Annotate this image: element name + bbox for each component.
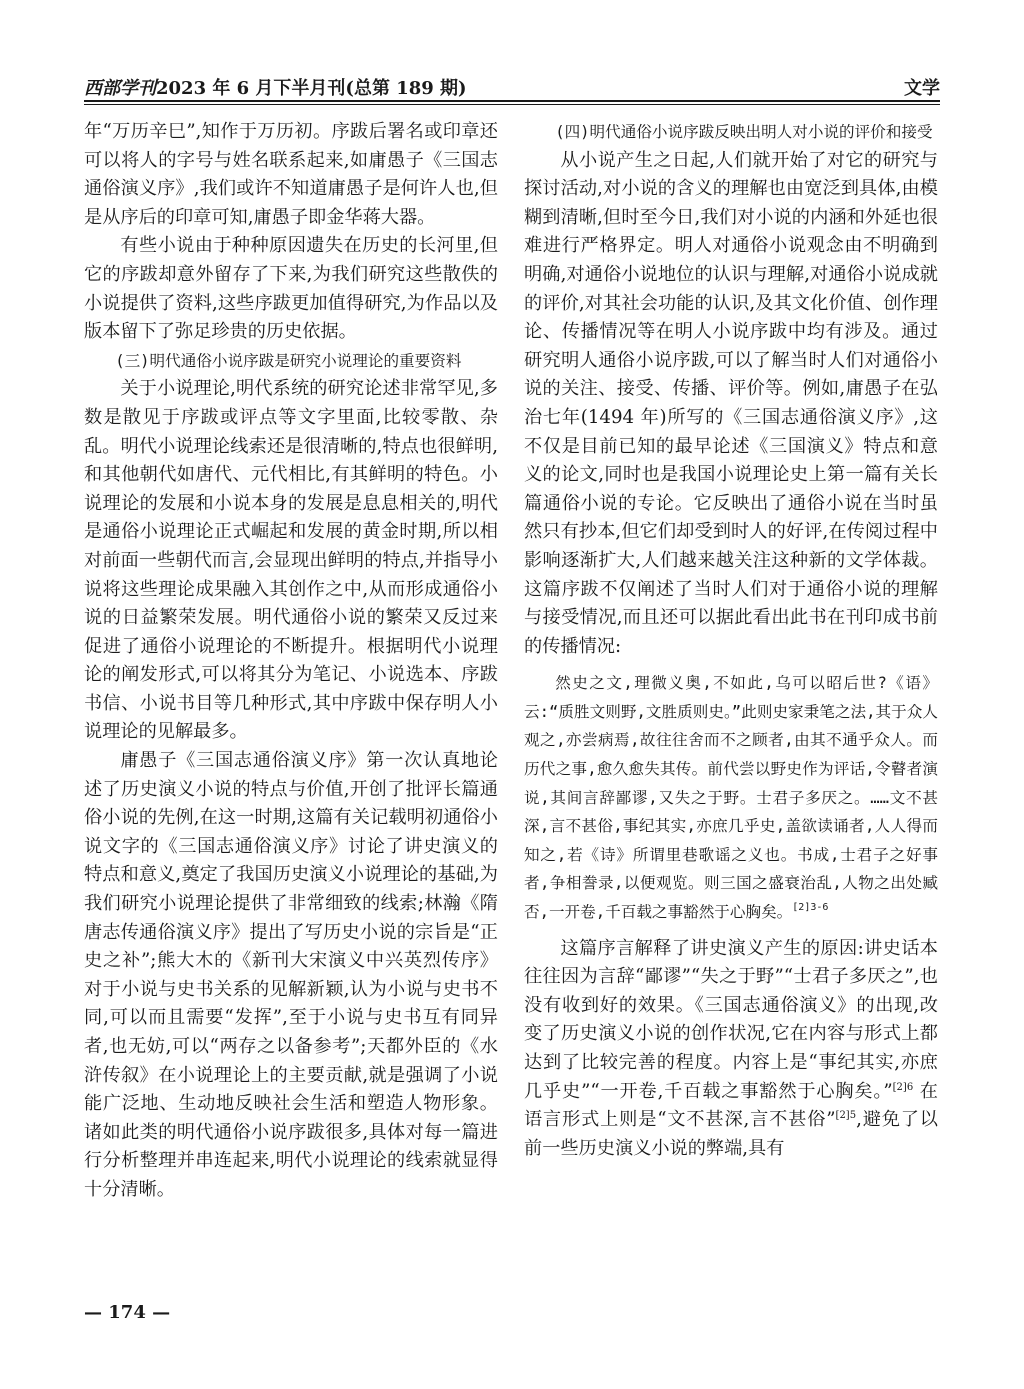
block-quote: [524, 669, 938, 926]
left-column: [84, 118, 498, 1205]
paragraph: [524, 935, 938, 1164]
section-name: 文学: [904, 78, 940, 99]
running-header: [84, 74, 940, 100]
paragraph: 从小说产生之日起,人们就开始了对它的研究与探讨活动,对小说的含义的理解也由宽泛到具体,由模糊到清晰,但时至今日,我们对小说的内涵和外延也很难进行严格界定。明人对通俗小说观念由不明确到明确,对通俗小说地位的认识与理解,对通俗小说成就的评价,对其社会功能的认识,及其文化价值、创作理论、传播情况等在明人小说序跋中均有涉及。通过研究明人通俗小说序跋,可以了解当时人们对通俗小说的关注、接受、传播、评价等。例如,庸愚子在弘治七年(1494 年)所写的《三国志通俗演义序》,这不仅是目前已知的最早论述《三国演义》特点和意义的论文,同时也是我国小说理论史上第一篇有关长篇通俗小说的专论。它反映出了通俗小说在当时虽然只有抄本,但它们却受到时人的好评,在传阅过程中影响逐渐扩大,人们越来越关注这种新的文学体裁。这篇序跋不仅阐述了当时人们对于通俗小说的理解与接受情况,而且还可以据此看出此书在刊印成书前的传播情况:: [524, 149, 938, 657]
paragraph: 关于小说理论,明代系统的研究论述非常罕见,多数是散见于序跋或评点等文字里面,比较零散、杂乱。明代小说理论线索还是很清晰的,特点也很鲜明,和其他朝代如唐代、元代相比,有其鲜明的特色。小说理论的发展和小说本身的发展是息息相关的,明代是通俗小说理论正式崛起和发展的黄金时期,所以相对前面一些朝代而言,会显现出鲜明的特点,并指导小说将这些理论成果融入其创作之中,从而形成通俗小说的日益繁荣发展。明代通俗小说的繁荣又反过来促进了通俗小说理论的不断提升。根据明代小说理论的阐发形式,可以将其分为笔记、小说选本、序跋书信、小说书目等几种形式,其中序跋中保存明人小说理论的见解最多。: [84, 378, 498, 743]
footnote-ref: [2]5: [835, 1110, 857, 1122]
journal-title: [84, 74, 467, 100]
footnote-ref: [2]3-6: [792, 902, 829, 914]
right-column: [524, 118, 938, 1163]
subsection-heading: (三)明代通俗小说序跋是研究小说理论的重要资料: [115, 351, 462, 370]
paragraph: 庸愚子《三国志通俗演义序》第一次认真地论述了历史演义小说的特点与价值,开创了批评长篇通俗小说的先例,在这一时期,这篇有关记载明初通俗小说文字的《三国志通俗演义序》讨论了讲史演义的特点和意义,奠定了我国历史演义小说理论的基础,为我们研究小说理论提供了非常细致的线索;林瀚《隋唐志传通俗演义序》提出了写历史小说的宗旨是“正史之补”;熊大木的《新刊大宋演义中兴英烈传序》对于小说与史书关系的见解新颖,认为小说与史书不同,可以而且需要“发挥”,至于小说与史书互有同异者,也无妨,可以“两存之以备参考”;天都外臣的《水浒传叙》在小说理论上的主要贡献,就是强调了小说能广泛地、生动地反映社会生活和塑造人物形象。诸如此类的明代通俗小说序跋很多,具体对每一篇进行分析整理并串连起来,明代小说理论的线索就显得十分清晰。: [84, 750, 498, 1200]
journal-logo: 西部学刊: [84, 78, 156, 99]
header-rule-thin: [84, 104, 940, 105]
paragraph: 有些小说由于种种原因遗失在历史的长河里,但它的序跋却意外留存了下来,为我们研究这些散佚的小说提供了资料,这些序跋更加值得研究,为作品以及版本留下了弥足珍贵的历史依据。: [84, 235, 498, 343]
subsection-heading: (四)明代通俗小说序跋反映出明人对小说的评价和接受: [555, 123, 933, 141]
header-rule: [84, 100, 940, 102]
paragraph-text: 在语言形式上则是“文不甚深,言不甚俗”: [524, 1080, 938, 1131]
paragraph-text: 这篇序言解释了讲史演义产生的原因:讲史话本往往因为言辞“鄙谬”“失之于野”“士君子多厌之”,也没有收到好的效果。《三国志通俗演义》的出现,改变了历史演义小说的创作状况,它在内容与形式上都达到了比较完善的程度。内容上是“事纪其实,亦庶几乎史”“一开卷,千百载之事豁然于心胸矣。”: [524, 937, 938, 1102]
issue-info: 2023 年 6 月下半月刊(总第 189 期): [156, 78, 467, 99]
paragraph: 年“万历辛巳”,知作于万历初。序跋后署名或印章还可以将人的字号与姓名联系起来,如庸愚子《三国志通俗演义序》,我们或许不知道庸愚子是何许人也,但是从序后的印章可知,庸愚子即金华蒋大器。: [84, 121, 498, 228]
footnote-ref: [2]6: [892, 1081, 914, 1093]
paragraph-text: ,避免了以前一些历史演义小说的弊端,具有: [524, 1109, 938, 1159]
page-number: — 174 —: [84, 1302, 171, 1323]
quote-text: 然史之文,理微义奥,不如此,乌可以昭后世?《语》云:“质胜文则野,文胜质则史。”此则史家秉笔之法,其于众人观之,亦尝病焉,故往往舍而不之顾者,由其不通乎众人。而历代之事,愈久愈失其传。前代尝以野史作为评话,令瞽者演说,其间言辞鄙谬,又失之于野。士君子多厌之。……文不甚深,言不甚俗,事纪其实,亦庶几乎史,盖欲读诵者,人人得而知之,若《诗》所谓里巷歌谣之义也。书成,士君子之好事者,争相誊录,以便观览。则三国之盛衰治乱,人物之出处臧否,一开卷,千百载之事豁然于心胸矣。: [524, 674, 938, 922]
